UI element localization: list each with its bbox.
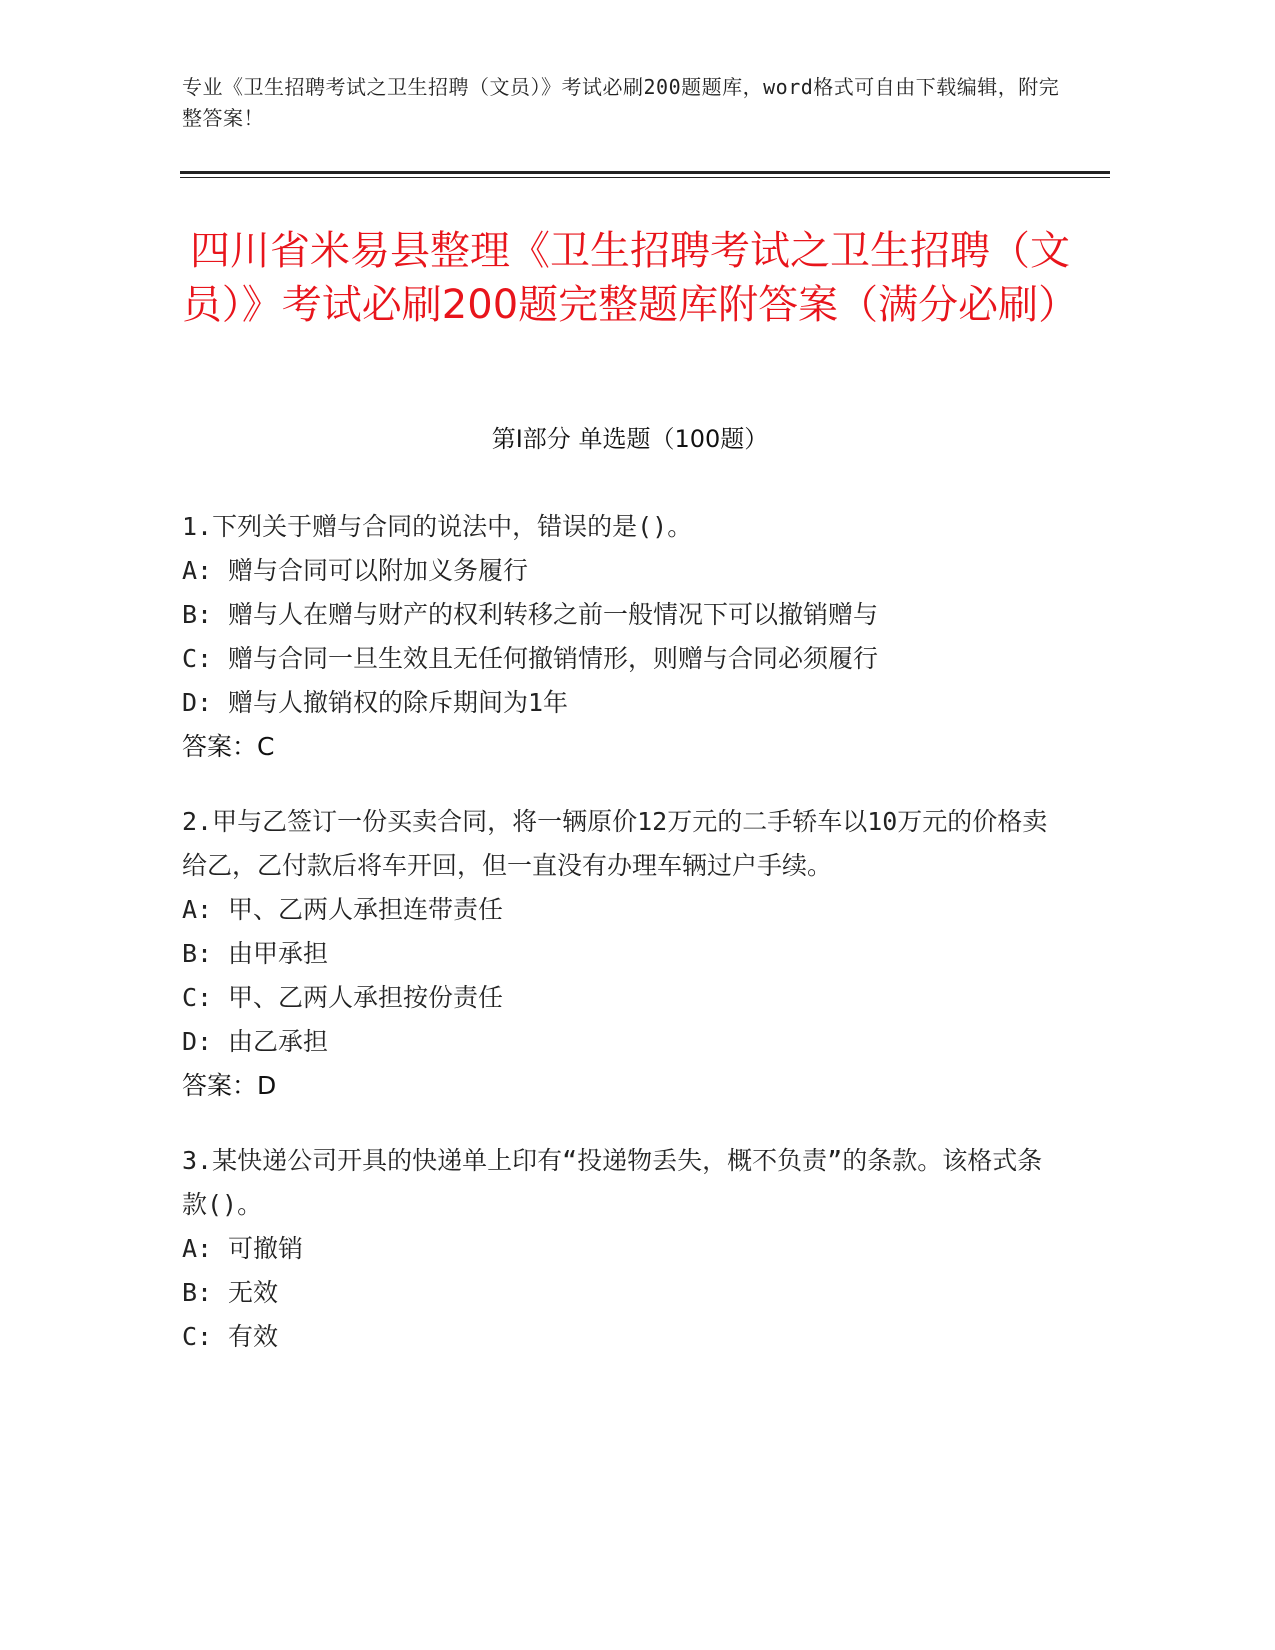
question-text: 2.甲与乙签订一份买卖合同，将一辆原价12万元的二手轿车以10万元的价格卖给乙，乙付款后将车开回，但一直没有办理车辆过户手续。 — [182, 807, 1048, 880]
header-note: 专业《卫生招聘考试之卫生招聘（文员）》考试必刷200题题库，word格式可自由下载编辑，附完整答案！ — [182, 75, 1060, 130]
option-letter: C: — [182, 983, 213, 1012]
option-text: 赠与人撤销权的除斥期间为1年 — [228, 688, 569, 717]
option-a — [182, 549, 1062, 593]
question-list — [182, 505, 1062, 1390]
option-c — [182, 976, 1062, 1020]
option-letter: B: — [182, 600, 213, 629]
option-a — [182, 888, 1062, 932]
option-letter: C: — [182, 644, 213, 673]
option-letter: B: — [182, 939, 213, 968]
option-letter: D: — [182, 1027, 213, 1056]
question-text: 1.下列关于赠与合同的说法中，错误的是()。 — [182, 512, 693, 541]
answer-line: 答案：D — [182, 1071, 277, 1100]
option-letter: B: — [182, 1278, 213, 1307]
option-text: 由甲承担 — [228, 939, 329, 968]
option-text: 甲、乙两人承担按份责任 — [228, 983, 504, 1012]
option-letter: C: — [182, 1322, 213, 1351]
header-divider-thick — [180, 171, 1110, 174]
option-d — [182, 1020, 1062, 1064]
header-divider-thin — [180, 177, 1110, 178]
option-text: 可撤销 — [228, 1234, 304, 1263]
option-a — [182, 1227, 1062, 1271]
option-text: 赠与合同一旦生效且无任何撤销情形，则赠与合同必须履行 — [228, 644, 879, 673]
option-text: 赠与人在赠与财产的权利转移之前一般情况下可以撤销赠与 — [228, 600, 879, 629]
option-letter: A: — [182, 895, 213, 924]
section-heading: 第Ⅰ部分 单选题（100题） — [491, 425, 769, 453]
option-c — [182, 637, 1062, 681]
option-text: 无效 — [228, 1278, 279, 1307]
document-title: 四川省米易县整理《卫生招聘考试之卫生招聘（文员）》考试必刷200题完整题库附答案（满分必刷） — [181, 228, 1079, 328]
option-b — [182, 932, 1062, 976]
option-text: 甲、乙两人承担连带责任 — [228, 895, 504, 924]
option-text: 由乙承担 — [228, 1027, 329, 1056]
answer-line: 答案：C — [182, 732, 275, 761]
question-text: 3.某快递公司开具的快递单上印有“投递物丢失，概不负责”的条款。该格式条款()。 — [182, 1146, 1043, 1219]
option-c — [182, 1315, 1062, 1359]
option-b — [182, 1271, 1062, 1315]
option-letter: D: — [182, 688, 213, 717]
option-d — [182, 681, 1062, 725]
option-text: 赠与合同可以附加义务履行 — [228, 556, 529, 585]
question-3 — [182, 1139, 1062, 1359]
question-2 — [182, 800, 1062, 1108]
option-letter: A: — [182, 556, 213, 585]
option-letter: A: — [182, 1234, 213, 1263]
option-b — [182, 593, 1062, 637]
question-1 — [182, 505, 1062, 769]
option-text: 有效 — [228, 1322, 279, 1351]
